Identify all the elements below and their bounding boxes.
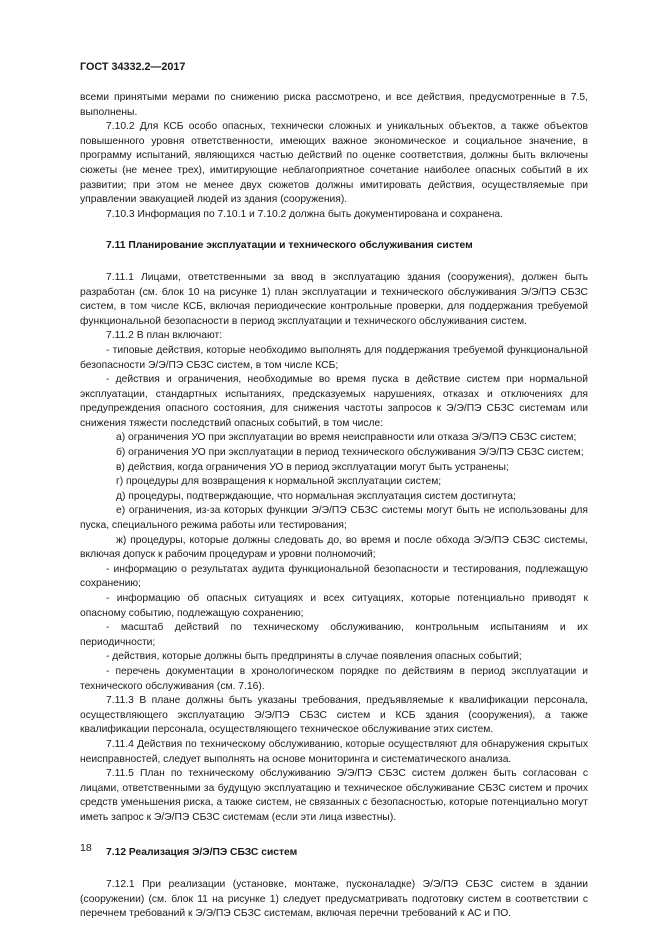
list-item-documentation: - перечень документации в хронологическом порядке по действиям в период эксплуатации и технического обслуживания (см. 7.16). [80,665,588,692]
list-item-hazard-info: - информацию об опасных ситуациях и всех ситуациях, которые потенциально приводят к опасному событию, подлежащую сохранению; [80,593,588,619]
paragraph-7-11-5: 7.11.5 План по техническому обслуживанию Э/Э/ПЭ СБЗС систем должен быть согласован с лицами, ответственными за будущую эксплуатацию и техническое обслуживание СБЗС систем и прочих средств уменьшения риска, а также систем, не связанных с безопасностью, которые потенциально могут иметь запрос к Э/Э/ПЭ СБЗС системам (если эти лица известны). [80,768,588,823]
subitem-e: е) ограничения, из-за которых функции Э/Э/ПЭ СБЗС системы могут быть не использованы для пуска, специального режима работы или тестирования; [80,505,588,532]
document-body [80,91,588,922]
subitem-g: г) процедуры для возвращения к нормальной эксплуатации систем; [116,476,442,488]
paragraph-7-12-1: 7.12.1 При реализации (установке, монтаже, пусконаладке) Э/Э/ПЭ СБЗС систем в здании (сооружении) (см. блок 11 на рисунке 1) следует предусматривать подготовку систем в соответствии с перечнем требований к Э/Э/ПЭ СБЗС системам, включая перечни требований к АС и ПО. [80,879,588,920]
subitem-v: в) действия, когда ограничения УО в период эксплуатации могут быть устранены; [116,461,509,473]
list-item-maintenance-scope: - масштаб действий по техническому обслуживанию, контрольным испытаниям и их периодичности; [80,622,588,648]
paragraph-7-11-1: 7.11.1 Лицами, ответственными за ввод в эксплуатацию здания (сооружения), должен быть разработан (см. блок 10 на рисунке 1) план эксплуатации и технического обслуживания Э/Э/ПЭ СБЗС систем, в том числе КСБ, включая периодические контрольные проверки, для поддержания требуемой функциональной безопасности в период эксплуатации и технического обслуживания систем. [80,271,588,327]
paragraph-7-11-3: 7.11.3 В плане должны быть указаны требования, предъявляемые к квалификации персонала, осуществляющего эксплуатацию Э/Э/ПЭ СБЗС систем и КСБ здания (сооружения), а также квалификации персонала, осуществляющего техническое обслуживание этих систем. [80,695,588,736]
section-heading-7-12: 7.12 Реализация Э/Э/ПЭ СБЗС систем [106,846,298,858]
paragraph-7-10-3: 7.10.3 Информация по 7.10.1 и 7.10.2 должна быть документирована и сохранена. [106,208,503,220]
subitem-zh: ж) процедуры, которые должны следовать до, во время и после обхода Э/Э/ПЭ СБЗС системы, включая допуск к рабочим процедурам и уровни полномочий; [80,534,588,561]
subitem-d: д) процедуры, подтверждающие, что нормальная эксплуатация систем достигнута; [116,490,516,502]
subitem-b: б) ограничения УО при эксплуатации в период технического обслуживания Э/Э/ПЭ СБЗС систем; [116,447,584,459]
subitem-a: а) ограничения УО при эксплуатации во время неисправности или отказа Э/Э/ПЭ СБЗС систем; [116,432,577,444]
list-item-typical-actions: - типовые действия, которые необходимо выполнять для поддержания требуемой функциональной безопасности Э/Э/ПЭ СБЗС систем, в том числе КСБ; [80,344,588,371]
paragraph-7-10-2: 7.10.2 Для КСБ особо опасных, технически сложных и уникальных объектов, а также объектов повышенного уровня ответственности, имеющих важное экономическое и социальное значение, в программу испытаний, являющихся частью действий по оценке соответствия, должны быть включены сюжеты (не менее трех), имитирующие неблагоприятное сочетание наиболее опасных событий в их развитии; при этом не менее двух сюжетов должны имитировать действия, осуществляемые при управлении эвакуацией людей из здания (сооружения). [80,121,588,206]
list-item-hazard-actions: - действия, которые должны быть предприняты в случае появления опасных событий; [106,651,522,663]
section-heading-7-11: 7.11 Планирование эксплуатации и технического обслуживания систем [106,240,473,252]
paragraph-7-11-2: 7.11.2 В план включают: [106,330,223,342]
paragraph-7-11-4: 7.11.4 Действия по техническому обслуживанию, которые осуществляют для обнаружения скрытых неисправностей, следует выполнять на основе мониторинга и систематического анализа. [80,738,588,765]
list-item-audit-info: - информацию о результатах аудита функциональной безопасности и тестирования, подлежащую сохранению; [80,563,588,590]
paragraph-7-10-1-end: всеми принятыми мерами по снижению риска рассмотрено, и все действия, предусмотренные в 7.5, выполнены. [80,92,588,118]
page-number: 18 [80,842,92,854]
list-item-actions-restrictions: - действия и ограничения, необходимые во время пуска в действие систем при нормальной эксплуатации, стандартных испытаниях, предсказуемых нарушениях, отказах и отключениях для предупреждения опасного состояния, для снижения частоты запросов к Э/Э/ПЭ СБЗС системам или снижения тяжести последствий опасных событий, в том числе: [80,374,588,429]
standard-code-header: ГОСТ 34332.2—2017 [80,61,186,73]
